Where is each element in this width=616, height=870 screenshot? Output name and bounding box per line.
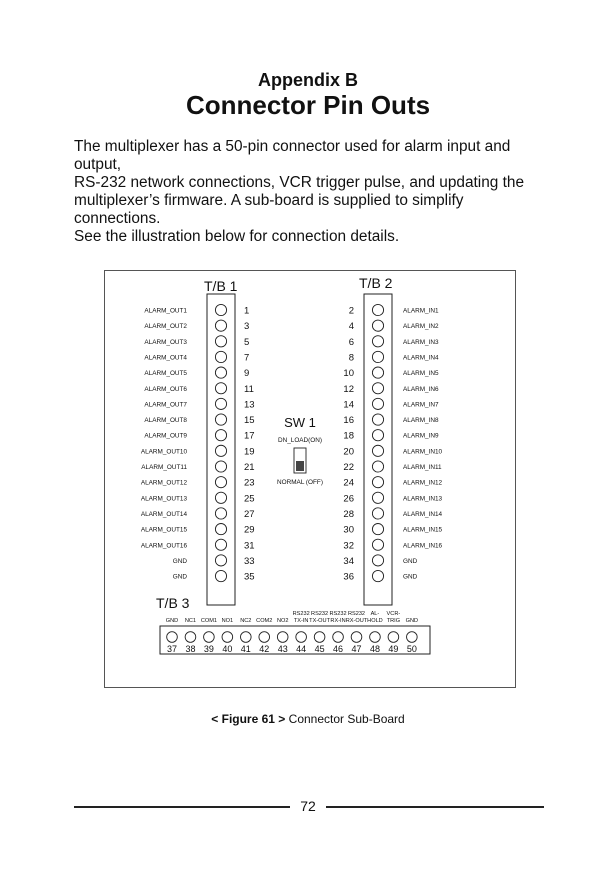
tb1-pin-number: 23	[244, 477, 255, 489]
tb2-terminal	[372, 336, 383, 347]
tb3-pin-label: TX-OUT	[309, 618, 331, 624]
tb3-pin-label: HOLD	[367, 618, 383, 624]
tb1-terminal	[215, 461, 226, 472]
tb2-terminal	[372, 445, 383, 456]
tb2-pin-number: 2	[348, 305, 354, 317]
tb2-pin-number: 32	[343, 540, 354, 552]
tb1-terminal	[215, 367, 226, 378]
footer-rule-left	[74, 806, 290, 808]
tb3-pin-label: RS232	[329, 611, 347, 617]
tb2-pin-label: ALARM_IN4	[403, 354, 439, 362]
tb3-terminal	[259, 632, 270, 643]
tb2-pin-label: ALARM_IN5	[403, 370, 439, 378]
tb2-pin-label: GND	[403, 557, 418, 565]
tb1-pin-number: 5	[244, 336, 250, 348]
tb3-pin-label: RS232	[292, 611, 310, 617]
tb1-pin-number: 1	[244, 305, 250, 317]
tb3-terminal	[277, 632, 288, 643]
intro-paragraph	[74, 138, 552, 246]
tb1-terminal	[215, 351, 226, 362]
tb1-pin-label: ALARM_OUT16	[140, 542, 187, 550]
tb3-pin-label: RX-IN	[330, 618, 346, 624]
tb2-pin-label: GND	[403, 573, 418, 581]
tb3-pin-label: NC1	[184, 618, 197, 624]
tb2-pin-number: 4	[348, 321, 354, 333]
tb3-terminal	[241, 632, 252, 643]
tb1-pin-number: 19	[244, 446, 255, 458]
tb1-pin-label: GND	[172, 557, 187, 565]
tb1-terminal	[215, 539, 226, 550]
tb1-pin-number: 21	[244, 462, 255, 473]
tb3-terminal	[407, 632, 418, 643]
tb1-pin-label: ALARM_OUT8	[144, 417, 187, 425]
tb2-pin-label: ALARM_IN16	[403, 542, 443, 550]
tb3-pin-number: 43	[277, 644, 288, 654]
tb3-pin-label: RS232	[347, 611, 366, 617]
tb2-pin-label: ALARM_IN10	[403, 448, 443, 456]
tb1-pin-label: ALARM_OUT7	[144, 401, 187, 409]
tb2-pin-label: ALARM_IN7	[403, 401, 439, 409]
tb3-pin-label: TRIG	[386, 618, 401, 624]
tb3-pin-number: 49	[388, 644, 399, 654]
tb3-pin-label: NO1	[221, 618, 234, 624]
tb1-pin-number: 35	[244, 571, 255, 583]
tb3-pin-number: 38	[185, 644, 196, 654]
tb1-pin-number: 3	[244, 321, 250, 333]
tb2-pin-label: ALARM_IN6	[403, 385, 439, 393]
appendix-label: Appendix B	[257, 70, 358, 90]
tb1-title: T/B 1	[204, 278, 238, 294]
tb2-pin-number: 18	[343, 430, 354, 442]
tb1-pin-label: ALARM_OUT1	[144, 307, 187, 315]
tb1-terminal	[215, 398, 226, 409]
tb3-terminal	[167, 632, 178, 643]
tb1-terminal	[215, 320, 226, 331]
tb3-pin-label: TX-IN	[293, 618, 309, 624]
page-title: Connector Pin Outs	[185, 90, 431, 120]
tb3-terminal	[351, 632, 362, 643]
tb2-terminal	[372, 414, 383, 425]
tb1-pin-number: 13	[244, 399, 255, 411]
sw1-title: SW 1	[284, 415, 316, 430]
tb2-pin-number: 22	[343, 462, 354, 473]
tb3-pin-label: GND	[165, 618, 179, 624]
tb3-pin-label: COM1	[200, 618, 217, 624]
intro-line: RS-232 network connections, VCR trigger pulse, and updating the	[74, 174, 525, 191]
tb2-terminal	[372, 383, 383, 394]
tb2-pin-number: 16	[343, 415, 354, 427]
tb1-terminal	[215, 524, 226, 535]
tb2-terminal	[372, 492, 383, 503]
tb1-terminal	[215, 477, 226, 488]
tb3-pin-label: GND	[405, 618, 419, 624]
tb3-pin-number: 46	[333, 644, 344, 654]
footer-rule-right	[326, 806, 544, 808]
tb2-terminal	[372, 304, 383, 315]
tb2-terminal	[372, 320, 383, 331]
tb3-pin-number: 48	[369, 644, 380, 654]
tb1-pin-label: ALARM_OUT3	[144, 338, 187, 346]
tb2-terminal	[372, 461, 383, 472]
tb1-pin-number: 7	[244, 352, 250, 364]
tb3-title: T/B 3	[156, 595, 190, 611]
tb2-terminal	[372, 570, 383, 581]
tb2-pin-label: ALARM_IN3	[403, 338, 439, 346]
tb3-pin-number: 39	[203, 644, 214, 654]
sw1-on-label: DN_LOAD(ON)	[277, 437, 323, 444]
tb3-pin-number: 44	[296, 644, 307, 654]
tb2-terminal	[372, 367, 383, 378]
tb1-pin-label: ALARM_OUT10	[140, 448, 187, 456]
tb3-pin-number: 42	[259, 644, 270, 654]
tb1-pin-number: 31	[244, 540, 255, 552]
tb1-terminal	[215, 414, 226, 425]
tb1-terminal	[215, 430, 226, 441]
tb2-pin-label: ALARM_IN11	[403, 464, 442, 471]
tb3-pin-label: NO2	[276, 618, 289, 624]
tb3-pin-number: 50	[406, 644, 417, 654]
sw1-off-label: NORMAL (OFF)	[277, 479, 323, 486]
sw1-switch-lever	[296, 461, 304, 471]
tb2-terminal	[372, 477, 383, 488]
tb2-pin-number: 14	[343, 399, 354, 411]
tb3-pin-label: AL-	[370, 611, 380, 617]
tb1-pin-label: ALARM_OUT11	[141, 464, 187, 471]
tb3-pin-number: 37	[166, 644, 178, 654]
tb1-terminal	[215, 492, 226, 503]
tb2-pin-number: 26	[343, 493, 354, 505]
tb1-pin-label: ALARM_OUT2	[144, 323, 187, 331]
tb2-pin-number: 34	[343, 555, 354, 567]
tb1-pin-label: ALARM_OUT13	[140, 495, 187, 503]
tb3-pin-label: RX-OUT	[345, 618, 368, 624]
tb3-terminal	[314, 632, 325, 643]
tb2-pin-number: 6	[348, 336, 354, 348]
tb3-terminal	[185, 632, 196, 643]
tb2-pin-label: ALARM_IN1	[403, 307, 439, 315]
tb1-pin-label: ALARM_OUT5	[144, 370, 187, 378]
tb3-terminal	[333, 632, 344, 643]
tb1-pin-label: ALARM_OUT14	[140, 510, 187, 518]
tb1-pin-number: 33	[244, 555, 255, 567]
connector-sub-board-diagram	[104, 270, 516, 688]
tb1-pin-number: 25	[244, 493, 255, 505]
tb1-terminal	[215, 445, 226, 456]
tb2-pin-label: ALARM_IN9	[403, 432, 439, 440]
tb1-pin-number: 11	[244, 383, 254, 395]
tb3-pin-label: COM2	[256, 618, 273, 624]
tb2-pin-label: ALARM_IN12	[403, 479, 443, 487]
tb1-pin-label: ALARM_OUT6	[144, 385, 187, 393]
tb1-pin-number: 17	[244, 430, 255, 442]
tb3-pin-number: 45	[314, 644, 325, 654]
tb2-pin-label: ALARM_IN2	[403, 323, 439, 331]
tb3-pin-number: 47	[351, 644, 362, 654]
tb1-pin-number: 29	[244, 524, 255, 536]
tb1-pin-number: 15	[244, 415, 255, 427]
tb2-pin-label: ALARM_IN14	[403, 510, 443, 518]
intro-line: multiplexer’s firmware. A sub-board is supplied to simplify connections.	[74, 192, 464, 227]
tb3-terminal	[296, 632, 307, 643]
tb1-terminal	[215, 383, 226, 394]
tb2-pin-number: 20	[343, 446, 354, 458]
tb2-pin-number: 24	[343, 477, 354, 489]
tb2-terminal	[372, 524, 383, 535]
tb2-pin-number: 36	[343, 571, 354, 583]
tb3-pin-label: NC2	[240, 618, 252, 624]
tb1-pin-label: GND	[172, 573, 187, 581]
tb2-pin-number: 8	[348, 352, 354, 364]
tb1-terminal	[215, 304, 226, 315]
tb1-pin-label: ALARM_OUT4	[144, 354, 187, 362]
tb1-pin-number: 9	[244, 368, 250, 380]
tb3-terminal	[222, 632, 233, 643]
tb2-pin-number: 30	[343, 524, 354, 536]
tb2-terminal	[372, 508, 383, 519]
tb2-pin-number: 12	[343, 383, 354, 395]
page-number: 72	[300, 798, 316, 814]
tb3-terminal	[204, 632, 215, 643]
tb1-pin-label: ALARM_OUT9	[144, 432, 187, 440]
tb3-pin-number: 41	[240, 644, 251, 654]
tb2-title: T/B 2	[359, 275, 393, 291]
intro-line: The multiplexer has a 50-pin connector used for alarm input and output,	[74, 138, 511, 173]
tb2-pin-label: ALARM_IN13	[403, 495, 443, 503]
tb2-terminal	[372, 539, 383, 550]
tb1-terminal	[215, 570, 226, 581]
tb3-terminal	[388, 632, 399, 643]
intro-line: See the illustration below for connection details.	[74, 228, 400, 245]
tb2-pin-number: 10	[343, 368, 354, 380]
tb1-terminal	[215, 555, 226, 566]
tb3-pin-number: 40	[222, 644, 233, 654]
tb3-pin-label: VCR-	[386, 611, 401, 617]
tb2-pin-number: 28	[343, 508, 354, 520]
tb2-pin-label: ALARM_IN15	[403, 526, 443, 534]
tb1-pin-label: ALARM_OUT15	[140, 526, 187, 534]
tb2-terminal	[372, 398, 383, 409]
figure-title: Connector Sub-Board	[285, 712, 405, 726]
tb3-terminal	[370, 632, 381, 643]
figure-number: < Figure 61 >	[211, 712, 286, 726]
tb2-terminal	[372, 555, 383, 566]
figure-caption	[0, 712, 616, 726]
tb1-pin-label: ALARM_OUT12	[140, 479, 187, 487]
tb2-terminal	[372, 351, 383, 362]
tb1-terminal	[215, 336, 226, 347]
tb1-terminal	[215, 508, 226, 519]
tb3-pin-label: RS232	[311, 611, 329, 617]
tb1-pin-number: 27	[244, 508, 255, 520]
tb2-terminal	[372, 430, 383, 441]
tb2-pin-label: ALARM_IN8	[403, 417, 439, 425]
